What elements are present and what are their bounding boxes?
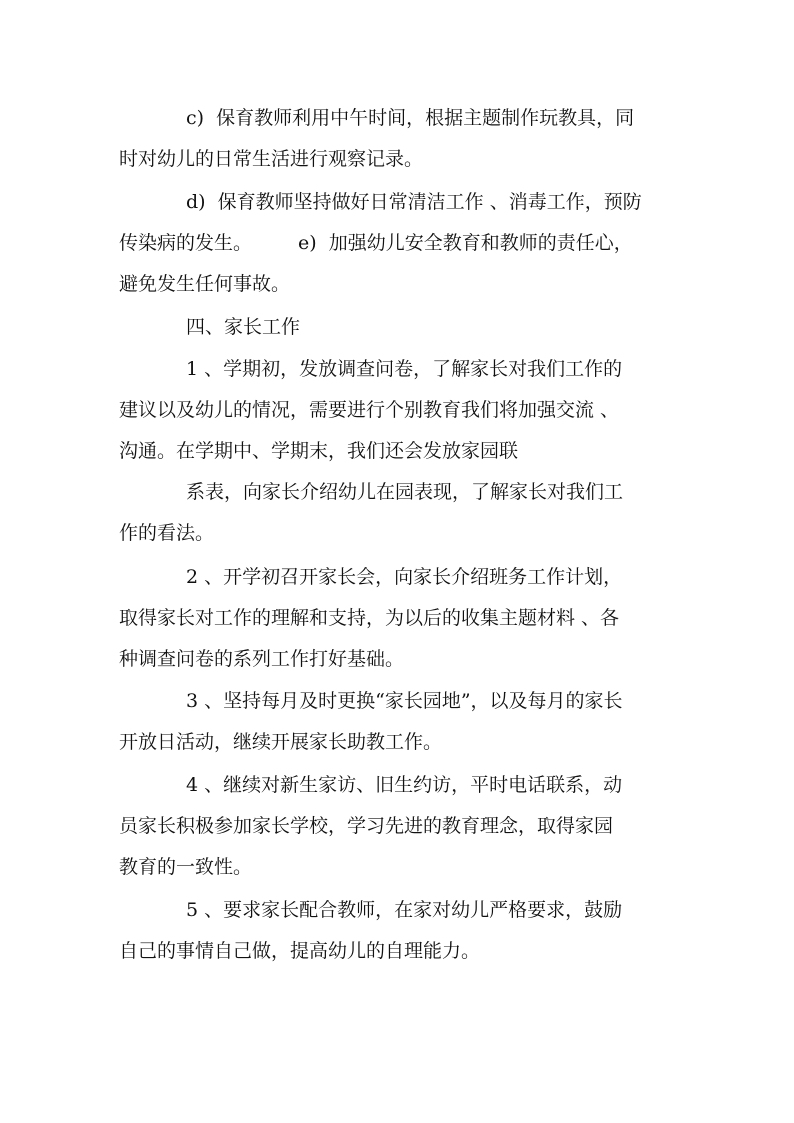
item-1-line-4: 系表，向家长介绍幼儿在园表现，了解家长对我们工 bbox=[186, 481, 624, 503]
item-5-line-1: 5 、要求家长配合教师，在家对幼儿严格要求，鼓励 bbox=[186, 899, 623, 921]
item-e-line-2: 避免发生任何事故。 bbox=[119, 273, 291, 295]
item-3-line-1: 3 、坚持每月及时更换“家长园地”，以及每月的家长 bbox=[186, 690, 623, 712]
item-4-line-2: 员家长积极参加家长学校，学习先进的教育理念，取得家园 bbox=[119, 815, 614, 837]
item-4-line-3: 教育的一致性。 bbox=[119, 856, 253, 878]
item-1-line-5: 作的看法。 bbox=[119, 522, 215, 544]
item-d-line-2a: 传染病的发生。 bbox=[119, 232, 253, 254]
item-1-line-3: 沟通。在学期中、学期末，我们还会发放家园联 bbox=[119, 440, 519, 462]
item-1-line-1: 1 、学期初，发放调查问卷，了解家长对我们工作的 bbox=[186, 358, 623, 380]
item-e-line-1: e) 加强幼儿安全教育和教师的责任心， bbox=[298, 232, 633, 254]
item-c-line-1: c) 保育教师利用中午时间，根据主题制作玩教具，同 bbox=[186, 107, 635, 129]
item-2-line-2: 取得家长对工作的理解和支持，为以后的收集主题材料 、各 bbox=[119, 607, 620, 629]
item-c-line-2: 时对幼儿的日常生活进行观察记录。 bbox=[119, 148, 424, 170]
item-d-line-1: d) 保育教师坚持做好日常清洁工作 、消毒工作，预防 bbox=[186, 191, 642, 213]
item-1-line-2: 建议以及幼儿的情况，需要进行个别教育我们将加强交流 、 bbox=[119, 399, 620, 421]
item-5-line-2: 自己的事情自己做，提高幼儿的自理能力。 bbox=[119, 940, 481, 962]
item-4-line-1: 4 、继续对新生家访、旧生约访，平时电话联系，动 bbox=[186, 774, 623, 796]
section-heading: 四、家长工作 bbox=[186, 316, 301, 338]
item-2-line-1: 2 、开学初召开家长会，向家长介绍班务工作计划， bbox=[186, 566, 623, 588]
item-d-line-2 bbox=[119, 230, 633, 256]
item-3-line-2: 开放日活动，继续开展家长助教工作。 bbox=[119, 731, 443, 753]
item-2-line-3: 种调查问卷的系列工作打好基础。 bbox=[119, 648, 405, 670]
